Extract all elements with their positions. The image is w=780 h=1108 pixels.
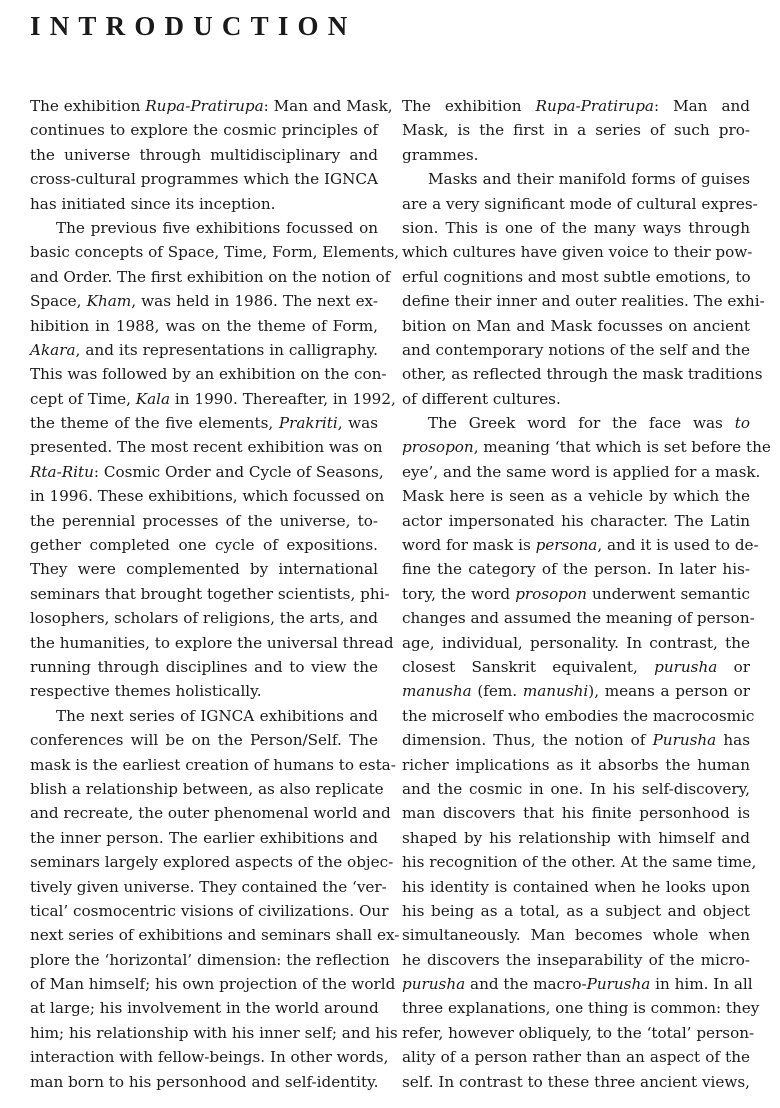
text-line: the humanities, to explore the universal thread bbox=[30, 633, 394, 652]
text-line: running through disciplines and to view the bbox=[30, 657, 378, 676]
text-line: bition on Man and Mask focusses on ancient bbox=[402, 316, 750, 335]
text-line: cross-cultural programmes which the IGNCA bbox=[30, 170, 378, 189]
text-line: and recreate, the outer phenomenal world and bbox=[30, 804, 391, 823]
right-column bbox=[402, 94, 771, 1094]
text-line: Mask, is the first in a series of such pro- bbox=[402, 121, 750, 140]
text-line: continues to explore the cosmic principles of bbox=[30, 121, 378, 140]
text-line: shaped by his relationship with himself and bbox=[402, 828, 750, 847]
text-line: of Man himself; his own projection of the world bbox=[30, 975, 396, 994]
text-line: tively given universe. They contained the ‘ver- bbox=[30, 877, 387, 896]
text-line: define their inner and outer realities. The exhi- bbox=[402, 292, 765, 311]
text-line: seminars largely explored aspects of the objec- bbox=[30, 853, 394, 872]
text-line: mask is the earliest creation of humans to esta- bbox=[30, 755, 396, 774]
text-line: Mask here is seen as a vehicle by which the bbox=[402, 487, 750, 506]
text-line: The previous five exhibitions focussed on bbox=[56, 218, 378, 237]
text-line: refer, however obliquely, to the ‘total’ person- bbox=[402, 1023, 755, 1042]
text-line: tical’ cosmocentric visions of civilizations. Our bbox=[30, 901, 389, 920]
text-line: gether completed one cycle of expositions. bbox=[30, 536, 378, 555]
text-line: three explanations, one thing is common: they bbox=[402, 999, 760, 1018]
text-line: Space, Kham, was held in 1986. The next ex- bbox=[30, 292, 378, 311]
text-line: presented. The most recent exhibition was on bbox=[30, 438, 383, 457]
text-line: prosopon, meaning ‘that which is set before the bbox=[402, 438, 771, 457]
text-line: changes and assumed the meaning of person- bbox=[402, 609, 755, 628]
text-line: the perennial processes of the universe, to- bbox=[30, 511, 378, 530]
text-line: word for mask is persona, and it is used to de- bbox=[402, 536, 759, 555]
text-line: man born to his personhood and self-identity. bbox=[30, 1072, 379, 1091]
text-line: his recognition of the other. At the same time, bbox=[402, 853, 757, 872]
text-line: The Greek word for the face was to bbox=[428, 414, 750, 433]
text-line: fine the category of the person. In later his- bbox=[402, 560, 750, 579]
text-line: The next series of IGNCA exhibitions and bbox=[56, 706, 378, 725]
text-line: manusha (fem. manushi), means a person or bbox=[402, 682, 751, 701]
text-line: closest Sanskrit equivalent, purusha or bbox=[402, 657, 751, 676]
text-line: the theme of the five elements, Prakriti, was bbox=[30, 414, 378, 433]
text-line: seminars that brought together scientists, phi- bbox=[30, 584, 390, 603]
text-line: The exhibition Rupa-Pratirupa: Man and Mask, bbox=[30, 97, 393, 115]
text-line: of different cultures. bbox=[402, 389, 561, 408]
text-line: hibition in 1988, was on the theme of Form, bbox=[30, 316, 378, 335]
text-line: blish a relationship between, as also replicate bbox=[30, 779, 384, 798]
text-line: ality of a person rather than an aspect of the bbox=[402, 1048, 750, 1067]
text-line: sion. This is one of the many ways through bbox=[402, 218, 750, 237]
text-line: the inner person. The earlier exhibitions and bbox=[30, 828, 378, 847]
text-line: actor impersonated his character. The Latin bbox=[402, 511, 750, 530]
text-line: respective themes holistically. bbox=[30, 682, 262, 701]
text-line: tory, the word prosopon underwent semantic bbox=[402, 584, 750, 603]
text-line: simultaneously. Man becomes whole when bbox=[402, 926, 750, 945]
text-line: Rta-Ritu: Cosmic Order and Cycle of Seasons, bbox=[30, 462, 384, 481]
text-line: This was followed by an exhibition on the con- bbox=[30, 365, 387, 384]
text-line: his identity is contained when he looks upon bbox=[402, 877, 750, 896]
text-line: the microself who embodies the macrocosmic bbox=[402, 706, 755, 725]
text-line: age, individual, personality. In contrast, the bbox=[402, 633, 750, 652]
text-line: eye’, and the same word is applied for a mask. bbox=[402, 462, 761, 481]
text-line: purusha and the macro-Purusha in him. In all bbox=[402, 975, 753, 994]
text-line: man discovers that his finite personhood is bbox=[402, 804, 750, 823]
text-line: other, as reflected through the mask traditions bbox=[402, 365, 763, 384]
text-line: interaction with fellow-beings. In other words, bbox=[30, 1048, 389, 1067]
text-line: in 1996. These exhibitions, which focussed on bbox=[30, 487, 385, 506]
text-line: grammes. bbox=[402, 145, 479, 164]
left-column bbox=[30, 94, 400, 1094]
text-line: and contemporary notions of the self and the bbox=[402, 340, 750, 359]
text-line: him; his relationship with his inner self; and his bbox=[30, 1023, 398, 1042]
text-line: at large; his involvement in the world around bbox=[30, 999, 379, 1018]
text-line: They were complemented by international bbox=[30, 560, 378, 579]
text-line: Masks and their manifold forms of guises bbox=[428, 170, 750, 189]
text-line: basic concepts of Space, Time, Form, Elements, bbox=[30, 243, 400, 262]
text-line: The exhibition Rupa-Pratirupa: Man and bbox=[402, 97, 750, 115]
text-line: conferences will be on the Person/Self. The bbox=[30, 731, 378, 750]
text-line: dimension. Thus, the notion of Purusha has bbox=[402, 731, 750, 750]
text-line: are a very significant mode of cultural expres- bbox=[402, 194, 758, 213]
text-line: has initiated since its inception. bbox=[30, 194, 276, 213]
text-line: Akara, and its representations in calligraphy. bbox=[30, 340, 378, 359]
text-line: his being as a total, as a subject and object bbox=[402, 901, 750, 920]
text-line: which cultures have given voice to their pow- bbox=[402, 243, 753, 262]
text-line: plore the ‘horizontal’ dimension: the reflection bbox=[30, 950, 390, 969]
text-line: the universe through multidisciplinary and bbox=[30, 145, 378, 164]
text-line: losophers, scholars of religions, the arts, and bbox=[30, 609, 378, 628]
text-line: and the cosmic in one. In his self-discovery, bbox=[402, 779, 750, 798]
text-line: richer implications as it absorbs the human bbox=[402, 755, 750, 774]
text-line: and Order. The first exhibition on the notion of bbox=[30, 267, 391, 286]
text-line: next series of exhibitions and seminars shall ex- bbox=[30, 926, 400, 945]
page-heading: INTRODUCTION bbox=[30, 11, 357, 41]
text-line: self. In contrast to these three ancient views, bbox=[402, 1072, 751, 1091]
text-line: erful cognitions and most subtle emotions, to bbox=[402, 267, 751, 286]
text-line: he discovers the inseparability of the micro- bbox=[402, 950, 750, 969]
text-line: cept of Time, Kala in 1990. Thereafter, in 1992, bbox=[30, 389, 396, 408]
